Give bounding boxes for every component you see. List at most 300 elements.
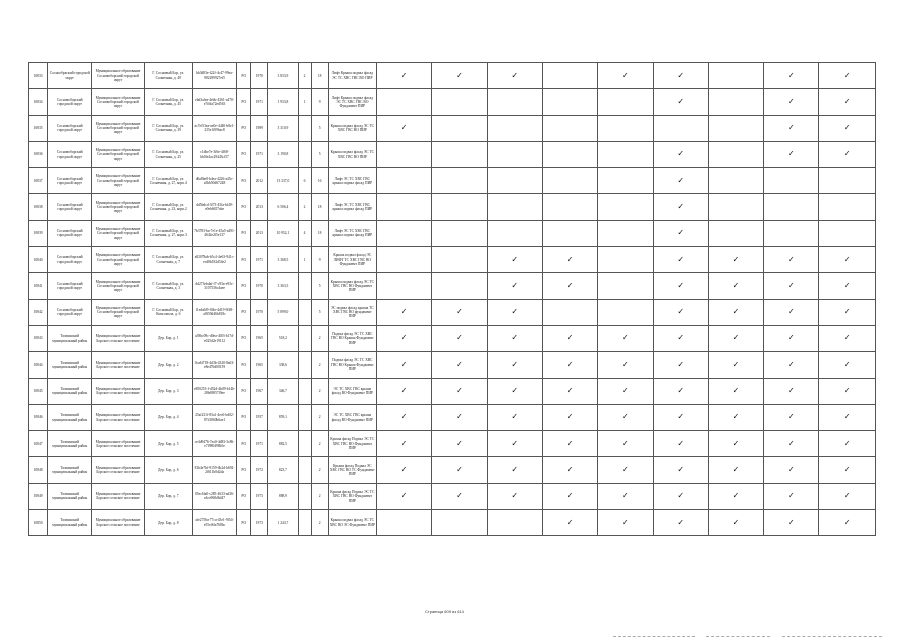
year-cell: 2012 <box>251 168 268 194</box>
address-cell: Дер. Бор, д. 5 <box>144 431 192 457</box>
check-cell <box>542 299 597 325</box>
page-number: Страница 609 из 614 <box>425 609 464 614</box>
check-cell <box>764 457 819 483</box>
check-cell <box>653 63 708 89</box>
check-mark-icon: ✓ <box>622 386 629 396</box>
area-cell: 1 243,7 <box>268 510 298 536</box>
check-cell <box>432 194 487 220</box>
check-cell <box>487 325 542 351</box>
check-cell <box>764 299 819 325</box>
entrances-cell: 2 <box>311 404 328 430</box>
check-cell <box>819 510 876 536</box>
check-mark-icon: ✓ <box>677 254 685 264</box>
check-mark-icon: ✓ <box>677 201 685 211</box>
address-cell: Дер. Бор, д. 8 <box>144 510 192 536</box>
check-mark-icon: ✓ <box>456 386 463 396</box>
floors-cell <box>298 115 311 141</box>
check-mark-icon: ✓ <box>400 307 408 317</box>
footer-rule <box>613 636 695 637</box>
check-cell <box>819 325 876 351</box>
check-mark-icon: ✓ <box>677 517 685 527</box>
check-mark-icon: ✓ <box>787 517 795 527</box>
row-id: 10848 <box>29 457 48 483</box>
check-cell <box>598 168 653 194</box>
check-mark-icon: ✓ <box>400 359 408 369</box>
guid-cell: ebd3afea-4ebb-4361-a470-e7ffda72ed563 <box>192 89 236 115</box>
municipality-cell: Тихвинский муниципальный район <box>48 325 92 351</box>
check-cell <box>487 168 542 194</box>
check-cell <box>432 63 487 89</box>
check-mark-icon: ✓ <box>622 70 629 80</box>
check-mark-icon: ✓ <box>732 333 740 343</box>
check-cell <box>764 115 819 141</box>
check-mark-icon: ✓ <box>732 464 740 474</box>
check-mark-icon: ✓ <box>677 280 685 290</box>
floors-cell <box>298 510 311 536</box>
address-cell: Г. Сосновый Бор, ул. Солнечная, д. 27, корп.4 <box>144 168 192 194</box>
municipality-cell: Сосновоборский городской округ <box>48 299 92 325</box>
works-cell: Крыша подвал фасад ЭС ТС ХВС ГВС ВО Фундамент ПИР <box>328 273 376 299</box>
check-mark-icon: ✓ <box>456 412 463 422</box>
address-cell: Г. Сосновый Бор, ул. Солнечная, д. 23, корп.2 <box>144 194 192 220</box>
check-cell <box>764 510 819 536</box>
check-cell <box>487 510 542 536</box>
check-cell <box>708 457 763 483</box>
check-cell <box>598 89 653 115</box>
check-mark-icon: ✓ <box>511 359 519 369</box>
table-row <box>29 325 876 351</box>
check-cell <box>708 247 763 273</box>
check-mark-icon: ✓ <box>622 412 629 422</box>
check-mark-icon: ✓ <box>677 464 685 474</box>
check-cell <box>376 352 431 378</box>
owner-cell: Муниципальное образование Сосновоборский городской округ <box>92 63 144 89</box>
works-cell: ЭС ТС ХВС ГВС крыша фасад ВО Фундамент ПИР <box>328 378 376 404</box>
check-cell <box>598 247 653 273</box>
check-cell <box>432 273 487 299</box>
check-cell <box>598 483 653 509</box>
check-cell <box>487 194 542 220</box>
municipality-cell: Тихвинский муниципальный район <box>48 510 92 536</box>
table-row <box>29 457 876 483</box>
entrances-cell: 16 <box>311 168 328 194</box>
works-cell: Подвал фасад ЭС ТС ХВС ГВС ВО Крыша Фундамент ПИР <box>328 325 376 351</box>
check-cell <box>819 89 876 115</box>
check-mark-icon: ✓ <box>843 70 851 80</box>
entrances-cell: 5 <box>311 141 328 167</box>
check-cell <box>598 431 653 457</box>
check-cell <box>432 115 487 141</box>
check-mark-icon: ✓ <box>732 412 740 422</box>
check-cell <box>376 483 431 509</box>
type-cell: РО <box>237 325 251 351</box>
check-mark-icon: ✓ <box>511 307 519 317</box>
check-cell <box>653 510 708 536</box>
check-cell <box>432 510 487 536</box>
owner-cell: Муниципальное образование Сосновоборский городской округ <box>92 194 144 220</box>
row-id: 10845 <box>29 378 48 404</box>
address-cell: Дер. Бор, д. 6 <box>144 457 192 483</box>
owner-cell: Муниципальное образование Сосновоборский городской округ <box>92 141 144 167</box>
address-cell: Г. Сосновый Бор, ул. Солнечная, д. 49 <box>144 63 192 89</box>
address-cell: Г. Сосновый Бор, ул. Солнечная, д. 45 <box>144 89 192 115</box>
check-cell <box>819 483 876 509</box>
check-mark-icon: ✓ <box>787 386 795 396</box>
check-mark-icon: ✓ <box>400 491 408 501</box>
check-mark-icon: ✓ <box>566 412 574 422</box>
check-mark-icon: ✓ <box>732 438 740 448</box>
check-cell <box>487 220 542 246</box>
floors-cell <box>298 299 311 325</box>
year-cell: 2013 <box>251 220 268 246</box>
check-mark-icon: ✓ <box>732 517 740 527</box>
table-row <box>29 89 876 115</box>
check-cell <box>819 141 876 167</box>
check-cell <box>542 273 597 299</box>
guid-cell: bb3d83e-f22f-4c47-99ea-982299927ef5 <box>192 63 236 89</box>
check-cell <box>487 247 542 273</box>
row-id: 10847 <box>29 431 48 457</box>
check-cell <box>819 378 876 404</box>
row-id: 10837 <box>29 168 48 194</box>
check-cell <box>708 325 763 351</box>
address-cell: Дер. Бор, д. 1 <box>144 325 192 351</box>
area-cell: 3 363,5 <box>268 273 298 299</box>
check-cell <box>819 299 876 325</box>
check-cell <box>542 247 597 273</box>
check-cell <box>764 483 819 509</box>
entrances-cell: 5 <box>311 299 328 325</box>
check-cell <box>487 378 542 404</box>
check-cell <box>708 483 763 509</box>
table-body <box>29 63 876 536</box>
check-cell <box>432 220 487 246</box>
check-mark-icon: ✓ <box>843 491 851 501</box>
row-id: 10843 <box>29 325 48 351</box>
check-cell <box>542 378 597 404</box>
check-cell <box>376 325 431 351</box>
type-cell: РО <box>237 483 251 509</box>
check-mark-icon: ✓ <box>511 491 519 501</box>
check-cell <box>653 378 708 404</box>
type-cell: РО <box>237 510 251 536</box>
check-cell <box>708 352 763 378</box>
check-cell <box>376 299 431 325</box>
year-cell: 1970 <box>251 273 268 299</box>
check-mark-icon: ✓ <box>787 254 795 264</box>
check-cell <box>487 299 542 325</box>
check-cell <box>376 404 431 430</box>
check-cell <box>376 431 431 457</box>
table-row <box>29 404 876 430</box>
owner-cell: Муниципальное образование Сосновоборский городской округ <box>92 220 144 246</box>
row-id: 10836 <box>29 141 48 167</box>
check-cell <box>653 168 708 194</box>
check-mark-icon: ✓ <box>787 359 795 369</box>
type-cell: РО <box>237 89 251 115</box>
check-cell <box>542 63 597 89</box>
floors-cell: 1 <box>298 247 311 273</box>
check-mark-icon: ✓ <box>400 438 408 448</box>
check-mark-icon: ✓ <box>622 438 629 448</box>
entrances-cell: 18 <box>311 220 328 246</box>
check-mark-icon: ✓ <box>843 333 851 343</box>
table-row <box>29 194 876 220</box>
check-mark-icon: ✓ <box>566 386 574 396</box>
check-cell <box>598 325 653 351</box>
check-mark-icon: ✓ <box>677 307 685 317</box>
guid-cell: dd5bdcd-3f73-45fa-bf49-e0eb6657abe <box>192 194 236 220</box>
check-mark-icon: ✓ <box>843 517 851 527</box>
works-cell: Подвал фасад ЭС ТС ХВС ГВС ВО Крыша Фундамент ПИР <box>328 352 376 378</box>
check-cell <box>819 273 876 299</box>
check-cell <box>487 404 542 430</box>
address-cell: Г. Сосновый Бор, ул. Комсомола, д. 6 <box>144 299 192 325</box>
check-cell <box>487 63 542 89</box>
check-mark-icon: ✓ <box>566 254 574 264</box>
year-cell: 1957 <box>251 404 268 430</box>
municipality-cell: Сосновоборский городской округ <box>48 168 92 194</box>
year-cell: 1967 <box>251 378 268 404</box>
check-cell <box>708 431 763 457</box>
check-mark-icon: ✓ <box>677 175 685 185</box>
floors-cell: 2 <box>298 194 311 220</box>
row-id: 10835 <box>29 115 48 141</box>
check-cell <box>598 141 653 167</box>
owner-cell: Муниципальное образование Борское сельское поселение <box>92 483 144 509</box>
check-cell <box>598 404 653 430</box>
check-cell <box>764 352 819 378</box>
check-mark-icon: ✓ <box>622 491 629 501</box>
year-cell: 1971 <box>251 141 268 167</box>
table-row <box>29 168 876 194</box>
owner-cell: Муниципальное образование Борское сельское поселение <box>92 457 144 483</box>
check-cell <box>376 220 431 246</box>
area-cell: 3 190,8 <box>268 141 298 167</box>
check-mark-icon: ✓ <box>843 386 851 396</box>
check-cell <box>487 352 542 378</box>
address-cell: Дер. Бор, д. 2 <box>144 352 192 378</box>
check-mark-icon: ✓ <box>456 464 463 474</box>
floors-cell <box>298 352 311 378</box>
check-cell <box>432 141 487 167</box>
area-cell: 6 506,4 <box>268 194 298 220</box>
check-cell <box>487 457 542 483</box>
address-cell: Дер. Бор, д. 3 <box>144 378 192 404</box>
check-mark-icon: ✓ <box>732 491 740 501</box>
check-mark-icon: ✓ <box>843 96 851 106</box>
municipality-cell: Тихвинский муниципальный район <box>48 457 92 483</box>
floors-cell <box>298 431 311 457</box>
municipality-cell: Сосновоборский городской округ <box>48 273 92 299</box>
check-cell <box>376 194 431 220</box>
check-cell <box>708 89 763 115</box>
year-cell: 1971 <box>251 431 268 457</box>
housing-registry-table <box>28 62 876 536</box>
check-mark-icon: ✓ <box>732 254 740 264</box>
address-cell: Г. Сосновый Бор, ул. Солнечная, д. 7 <box>144 247 192 273</box>
check-mark-icon: ✓ <box>511 412 519 422</box>
check-cell <box>432 378 487 404</box>
check-mark-icon: ✓ <box>732 307 740 317</box>
check-mark-icon: ✓ <box>677 333 685 343</box>
check-cell <box>764 247 819 273</box>
row-id: 10841 <box>29 273 48 299</box>
type-cell: РО <box>237 378 251 404</box>
check-mark-icon: ✓ <box>787 412 795 422</box>
area-cell: 823,7 <box>268 457 298 483</box>
check-cell <box>653 431 708 457</box>
check-mark-icon: ✓ <box>677 491 685 501</box>
check-mark-icon: ✓ <box>456 359 463 369</box>
municipality-cell: Тихвинский муниципальный район <box>48 352 92 378</box>
check-cell <box>708 115 763 141</box>
year-cell: 1971 <box>251 247 268 273</box>
check-cell <box>764 168 819 194</box>
table-row <box>29 510 876 536</box>
check-cell <box>598 220 653 246</box>
check-cell <box>542 404 597 430</box>
row-id: 10833 <box>29 63 48 89</box>
check-cell <box>432 89 487 115</box>
entrances-cell: 2 <box>311 457 328 483</box>
guid-cell: dd273ebdaf-f7-c93a-e93c-3107536c4aee <box>192 273 236 299</box>
check-cell <box>819 63 876 89</box>
check-cell <box>542 352 597 378</box>
works-cell: Крыша подвал фасад ЭС ЛИФТ ТС ХВС ГВС ВО Фундамент ПИР <box>328 247 376 273</box>
municipality-cell: Тихвинский муниципальный район <box>48 378 92 404</box>
owner-cell: Муниципальное образование Борское сельское поселение <box>92 352 144 378</box>
check-mark-icon: ✓ <box>787 464 795 474</box>
check-cell <box>764 325 819 351</box>
municipality-cell: Сосновоборский городской округ <box>48 115 92 141</box>
check-mark-icon: ✓ <box>843 149 851 159</box>
check-mark-icon: ✓ <box>732 386 740 396</box>
check-cell <box>598 115 653 141</box>
floors-cell <box>298 273 311 299</box>
guid-cell: 81b4e7bf-9159-4b2d-b692-2f611b0d2da <box>192 457 236 483</box>
check-mark-icon: ✓ <box>400 333 408 343</box>
table-row <box>29 483 876 509</box>
check-mark-icon: ✓ <box>787 149 795 159</box>
check-cell <box>653 483 708 509</box>
floors-cell <box>298 404 311 430</box>
year-cell: 1970 <box>251 299 268 325</box>
table-row <box>29 378 876 404</box>
guid-cell: d6a8be8-b4ea-4226-a45c-a5bb50d67248 <box>192 168 236 194</box>
type-cell: РО <box>237 299 251 325</box>
check-cell <box>487 431 542 457</box>
check-cell <box>764 404 819 430</box>
check-cell <box>487 483 542 509</box>
check-cell <box>376 63 431 89</box>
check-cell <box>432 168 487 194</box>
row-id: 10846 <box>29 404 48 430</box>
check-cell <box>376 141 431 167</box>
check-cell <box>542 220 597 246</box>
check-mark-icon: ✓ <box>677 96 685 106</box>
row-id: 10839 <box>29 220 48 246</box>
guid-cell: f1eda6f9-f04e-4d19-9f48-a8f59d46b818c <box>192 299 236 325</box>
check-mark-icon: ✓ <box>511 464 519 474</box>
table-row <box>29 299 876 325</box>
check-cell <box>653 115 708 141</box>
address-cell: Дер. Бор, д. 7 <box>144 483 192 509</box>
check-mark-icon: ✓ <box>511 386 519 396</box>
year-cell: 1970 <box>251 63 268 89</box>
check-mark-icon: ✓ <box>843 412 851 422</box>
check-mark-icon: ✓ <box>566 491 574 501</box>
check-mark-icon: ✓ <box>677 438 685 448</box>
municipality-cell: Соснообраский городской округ <box>48 63 92 89</box>
check-cell <box>542 194 597 220</box>
entrances-cell: 2 <box>311 431 328 457</box>
address-cell: Г. Сосновый Бор, ул. Солнечная, д. 27, корп.3 <box>144 220 192 246</box>
row-id: 10840 <box>29 247 48 273</box>
check-cell <box>376 378 431 404</box>
municipality-cell: Тихвинский муниципальный район <box>48 483 92 509</box>
type-cell: РО <box>237 194 251 220</box>
check-cell <box>432 299 487 325</box>
check-cell <box>708 510 763 536</box>
check-cell <box>653 325 708 351</box>
owner-cell: Муниципальное образование Сосновоборский городской округ <box>92 89 144 115</box>
table-row <box>29 115 876 141</box>
check-cell <box>432 431 487 457</box>
check-cell <box>653 89 708 115</box>
address-cell: Г. Сосновый Бор, ул. Солнечная, д. 3 <box>144 273 192 299</box>
check-cell <box>432 457 487 483</box>
check-cell <box>376 273 431 299</box>
area-cell: 338,6 <box>268 352 298 378</box>
municipality-cell: Сосновоборский городской округ <box>48 89 92 115</box>
entrances-cell: 9 <box>311 89 328 115</box>
type-cell: РО <box>237 352 251 378</box>
check-cell <box>764 378 819 404</box>
owner-cell: Муниципальное образование Борское сельское поселение <box>92 431 144 457</box>
check-cell <box>708 273 763 299</box>
year-cell: 1973 <box>251 483 268 509</box>
check-cell <box>598 457 653 483</box>
check-cell <box>819 431 876 457</box>
check-cell <box>432 352 487 378</box>
footer-rule <box>782 636 882 637</box>
check-mark-icon: ✓ <box>511 70 519 80</box>
municipality-cell: Сосновоборский городской округ <box>48 194 92 220</box>
check-cell <box>708 194 763 220</box>
check-cell <box>487 141 542 167</box>
check-mark-icon: ✓ <box>566 280 574 290</box>
year-cell: 2013 <box>251 194 268 220</box>
guid-cell: a39bc09c-d0ea-40f3-b17d-e025d2e19112 <box>192 325 236 351</box>
check-mark-icon: ✓ <box>843 280 851 290</box>
check-cell <box>764 194 819 220</box>
type-cell: РО <box>237 457 251 483</box>
check-mark-icon: ✓ <box>566 359 574 369</box>
floors-cell <box>298 457 311 483</box>
works-cell: ЭС ТС ХВС ГВС крыша фасад ВО Фундамент ПИР <box>328 404 376 430</box>
check-mark-icon: ✓ <box>566 464 574 474</box>
type-cell: РО <box>237 63 251 89</box>
check-cell <box>542 115 597 141</box>
check-mark-icon: ✓ <box>566 333 574 343</box>
guid-cell: a82078ab-b5c4-4e63-941c-ecd8b182d54e2 <box>192 247 236 273</box>
address-cell: Г. Сосновый Бор, ул. Солнечная, д. 25 <box>144 141 192 167</box>
check-mark-icon: ✓ <box>787 96 795 106</box>
row-id: 10842 <box>29 299 48 325</box>
guid-cell: ce4d9476-7ea0-4d83-3c86-e7f980498b5e <box>192 431 236 457</box>
area-cell: 888,9 <box>268 483 298 509</box>
